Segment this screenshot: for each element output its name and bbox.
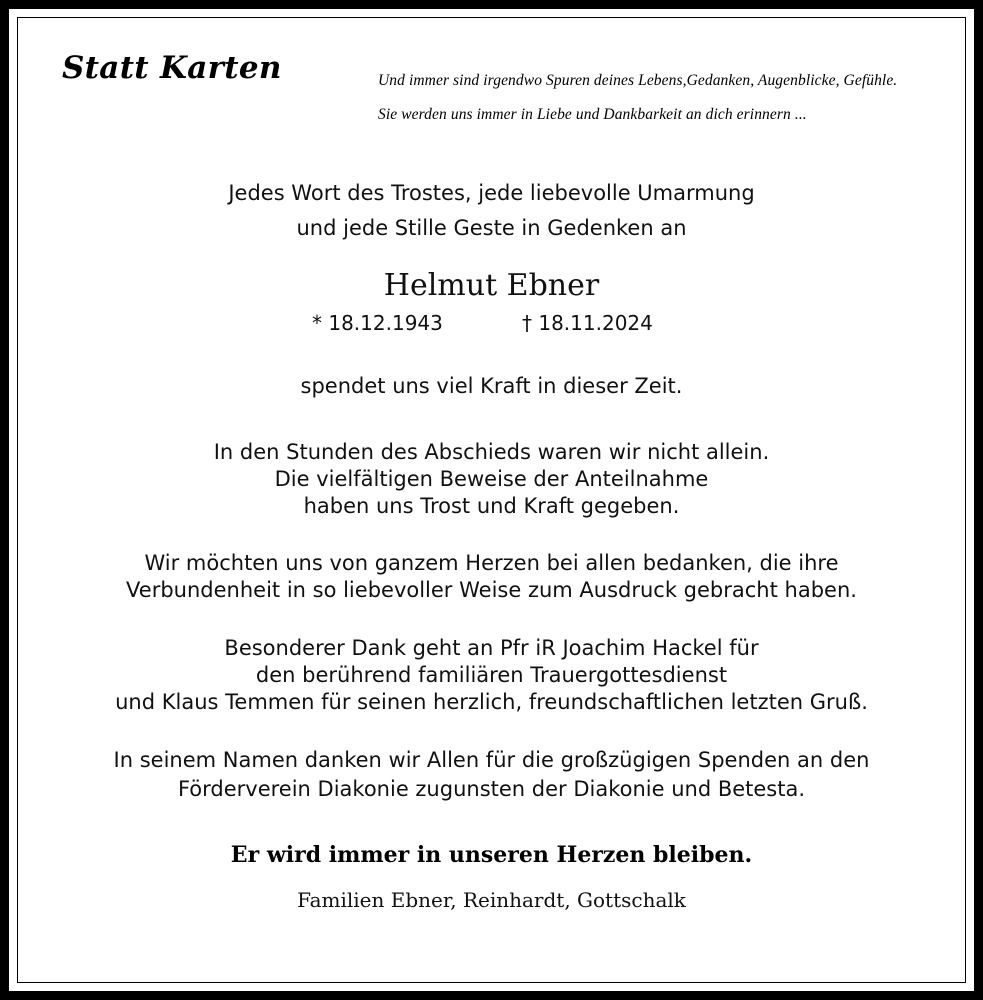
thanks-line-2: Verbundenheit in so liebevoller Weise zum Ausdruck gebracht haben. xyxy=(126,578,857,602)
special-line-1: Besonderer Dank geht an Pfr iR Joachim Hackel für xyxy=(224,636,759,660)
deceased-name: Helmut Ebner xyxy=(383,268,600,303)
intro-line-1: Jedes Wort des Trostes, jede liebevolle Umarmung xyxy=(228,181,755,205)
thanks-line-1: Wir möchten uns von ganzem Herzen bei allen bedanken, die ihre xyxy=(144,551,839,575)
motto-line-1: Und immer sind irgendwo Spuren deines Lebens,Gedanken, Augenblicke, Gefühle. xyxy=(378,72,898,89)
farewell-line-1: In den Stunden des Abschieds waren wir nicht allein. xyxy=(213,440,770,464)
signature: Familien Ebner, Reinhardt, Gottschalk xyxy=(297,888,686,912)
donations-line-2: Förderverein Diakonie zugunsten der Diakonie und Betesta. xyxy=(177,777,806,801)
special-line-3: und Klaus Temmen für seinen herzlich, freundschaftlichen letzten Gruß. xyxy=(115,690,868,714)
birth-date: * 18.12.1943 xyxy=(312,311,443,335)
intro-line-2: und jede Stille Geste in Gedenken an xyxy=(296,216,687,240)
motto-line-2: Sie werden uns immer in Liebe und Dankbarkeit an dich erinnern ... xyxy=(378,106,807,123)
header-title: Statt Karten xyxy=(62,50,282,86)
closing-line: Er wird immer in unseren Herzen bleiben. xyxy=(230,842,753,868)
donations-line-1: In seinem Namen danken wir Allen für die großzügigen Spenden an den xyxy=(113,748,870,772)
farewell-line-2: Die vielfältigen Beweise der Anteilnahme xyxy=(274,467,709,491)
farewell-line-3: haben uns Trost und Kraft gegeben. xyxy=(303,494,680,518)
special-line-2: den berührend familiären Trauergottesdienst xyxy=(255,663,728,687)
after-name-line: spendet uns viel Kraft in dieser Zeit. xyxy=(300,374,683,398)
death-date: † 18.11.2024 xyxy=(522,311,653,335)
